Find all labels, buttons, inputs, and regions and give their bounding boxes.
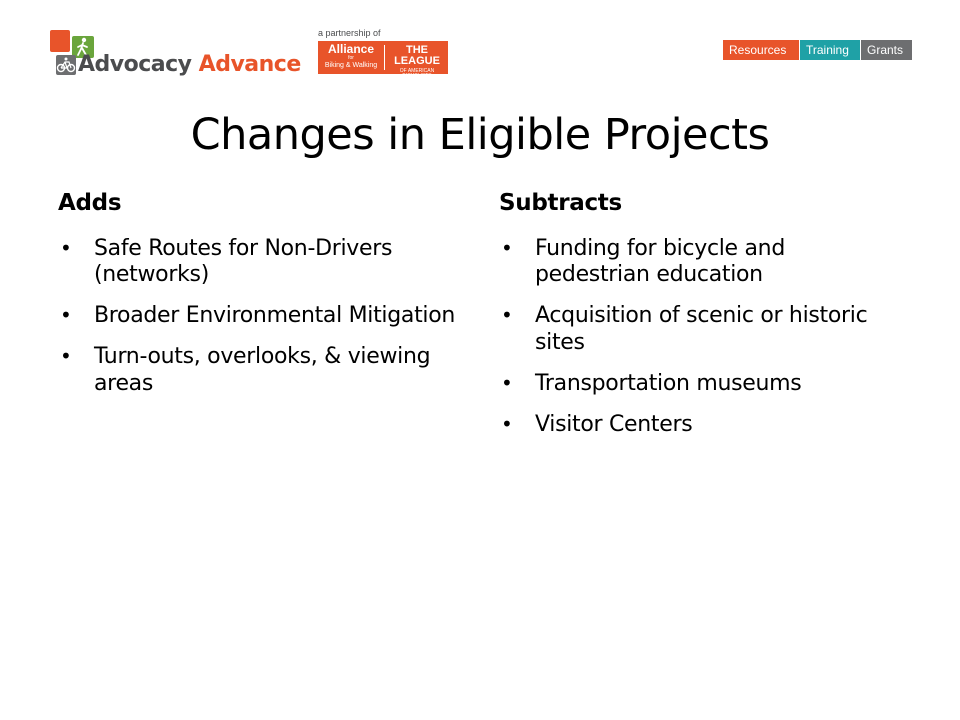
logo-word-advance: Advance — [198, 52, 301, 77]
nav-tab-training[interactable]: Training — [800, 40, 860, 60]
bullet-icon: • — [60, 303, 72, 328]
bicycle-icon — [56, 55, 76, 75]
list-item — [499, 412, 899, 439]
league-line1: THE LEAGUE — [394, 44, 440, 67]
slide-title: Changes in Eligible Projects — [190, 110, 770, 160]
logo-word-advocacy: Advocacy — [78, 52, 192, 77]
list-item-text: Safe Routes for Non-Drivers (networks) — [94, 235, 393, 288]
alliance-line1: Alliance — [327, 42, 375, 56]
list-item-text: Broader Environmental Mitigation — [94, 303, 456, 329]
list-item-text: Turn-outs, overlooks, & viewing areas — [94, 344, 431, 396]
bullet-icon: • — [60, 235, 72, 260]
league-logo — [388, 45, 446, 79]
partner-divider — [384, 45, 385, 70]
bullet-icon: • — [501, 235, 513, 260]
partnership-badge[interactable] — [318, 41, 448, 79]
list-item-text: Acquisition of scenic or historic sites — [535, 303, 868, 356]
list-item — [499, 236, 899, 290]
adds-heading: Adds — [58, 190, 122, 216]
bullet-icon: • — [60, 344, 72, 369]
partnership-label: a partnership of — [318, 28, 381, 38]
adds-column — [58, 190, 458, 412]
nav-tab-grants[interactable]: Grants — [861, 40, 912, 60]
subtracts-heading: Subtracts — [499, 190, 622, 216]
logo-square-red — [50, 30, 70, 52]
list-item — [499, 303, 899, 357]
bullet-icon: • — [501, 303, 513, 328]
logo-square-gray — [56, 55, 76, 75]
partnership-block — [318, 28, 453, 78]
bullet-icon: • — [501, 370, 513, 395]
bullet-icon: • — [501, 411, 513, 436]
logo-wordmark — [78, 54, 301, 76]
list-item-text: Visitor Centers — [535, 411, 693, 437]
list-item — [58, 303, 458, 330]
adds-list — [58, 236, 458, 398]
alliance-line3: Biking & Walking — [324, 62, 378, 69]
list-item-text: Transportation museums — [535, 370, 802, 396]
alliance-line2: for — [348, 55, 354, 61]
subtracts-column — [499, 190, 899, 453]
list-item-text: Funding for bicycle and pedestrian education — [535, 235, 785, 288]
subtracts-list — [499, 236, 899, 439]
list-item — [499, 371, 899, 398]
advocacy-advance-logo[interactable] — [50, 30, 315, 80]
top-nav — [723, 40, 913, 60]
league-line2: OF AMERICAN BICYCLISTS — [399, 68, 435, 79]
list-item — [58, 344, 458, 398]
list-item — [58, 236, 458, 290]
nav-tab-resources[interactable]: Resources — [723, 40, 799, 60]
alliance-logo — [322, 43, 380, 69]
